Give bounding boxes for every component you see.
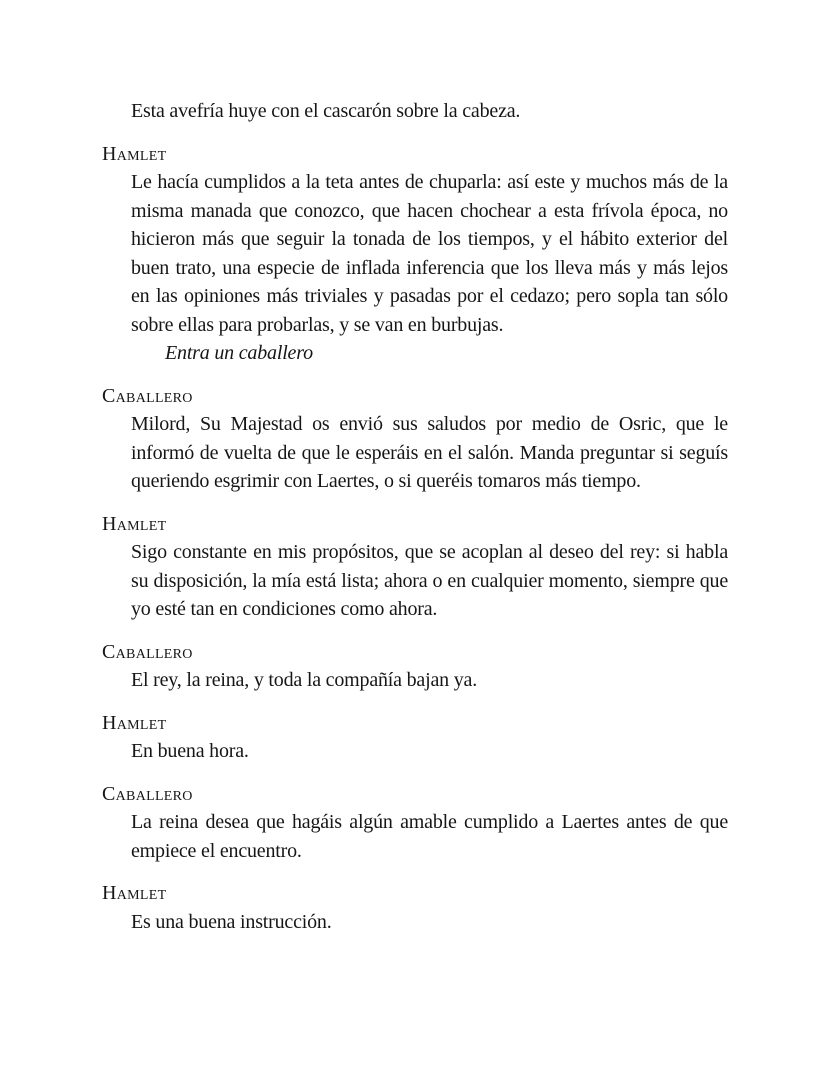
stage-direction: Entra un caballero (165, 342, 313, 364)
dialogue-text: La reina desea que hagáis algún amable cumplido a Laertes antes de que empiece el encuentro. (131, 811, 728, 862)
speaker-name: Hamlet (102, 711, 167, 734)
speech-block-hamlet-4 (102, 879, 728, 936)
speech-block-hamlet-2 (102, 510, 728, 624)
dialogue-text: El rey, la reina, y toda la compañía bajan ya. (131, 669, 478, 691)
speech-block-caballero-1 (102, 382, 728, 496)
dialogue-text: Sigo constante en mis propósitos, que se acoplan al deseo del rey: si habla su disposición, la mía está lista; ahora o en cualquier momento, siempre que yo esté tan en condiciones como ahora. (131, 541, 728, 620)
speaker-name: Hamlet (102, 142, 167, 165)
dialogue-text: Le hacía cumplidos a la teta antes de chuparla: así este y muchos más de la misma manada que conozco, que hacen chochear a esta frívola época, no hicieron más que seguir la tonada de los tiempos, y el hábito exterior del buen trato, una especie de inflada inferencia que los lleva más y más lejos en las opiniones más triviales y pasadas por el cedazo; pero sopla tan sólo sobre ellas para probarlas, y se van en burbujas. (131, 171, 728, 336)
speaker-name: Caballero (102, 384, 193, 407)
dialogue-continuation: Esta avefría huye con el cascarón sobre la cabeza. (131, 100, 521, 122)
speaker-name: Caballero (102, 640, 193, 663)
speaker-name: Hamlet (102, 882, 167, 904)
dialogue-text: Milord, Su Majestad os envió sus saludos por medio de Osric, que le informó de vuelta de que le esperáis en el salón. Manda preguntar si seguís queriendo esgrimir con Laertes, o si queréis tomaros más tiempo. (131, 413, 728, 492)
dialogue-text: Es una buena instrucción. (131, 910, 332, 933)
speech-block-caballero-2 (102, 638, 728, 695)
speech-block-caballero-3 (102, 780, 728, 866)
dialogue-text: En buena hora. (131, 740, 249, 762)
speaker-name: Hamlet (102, 512, 167, 535)
speech-block-hamlet-3 (102, 709, 728, 766)
speaker-name: Caballero (102, 782, 193, 805)
speech-block-hamlet-1 (102, 140, 728, 368)
